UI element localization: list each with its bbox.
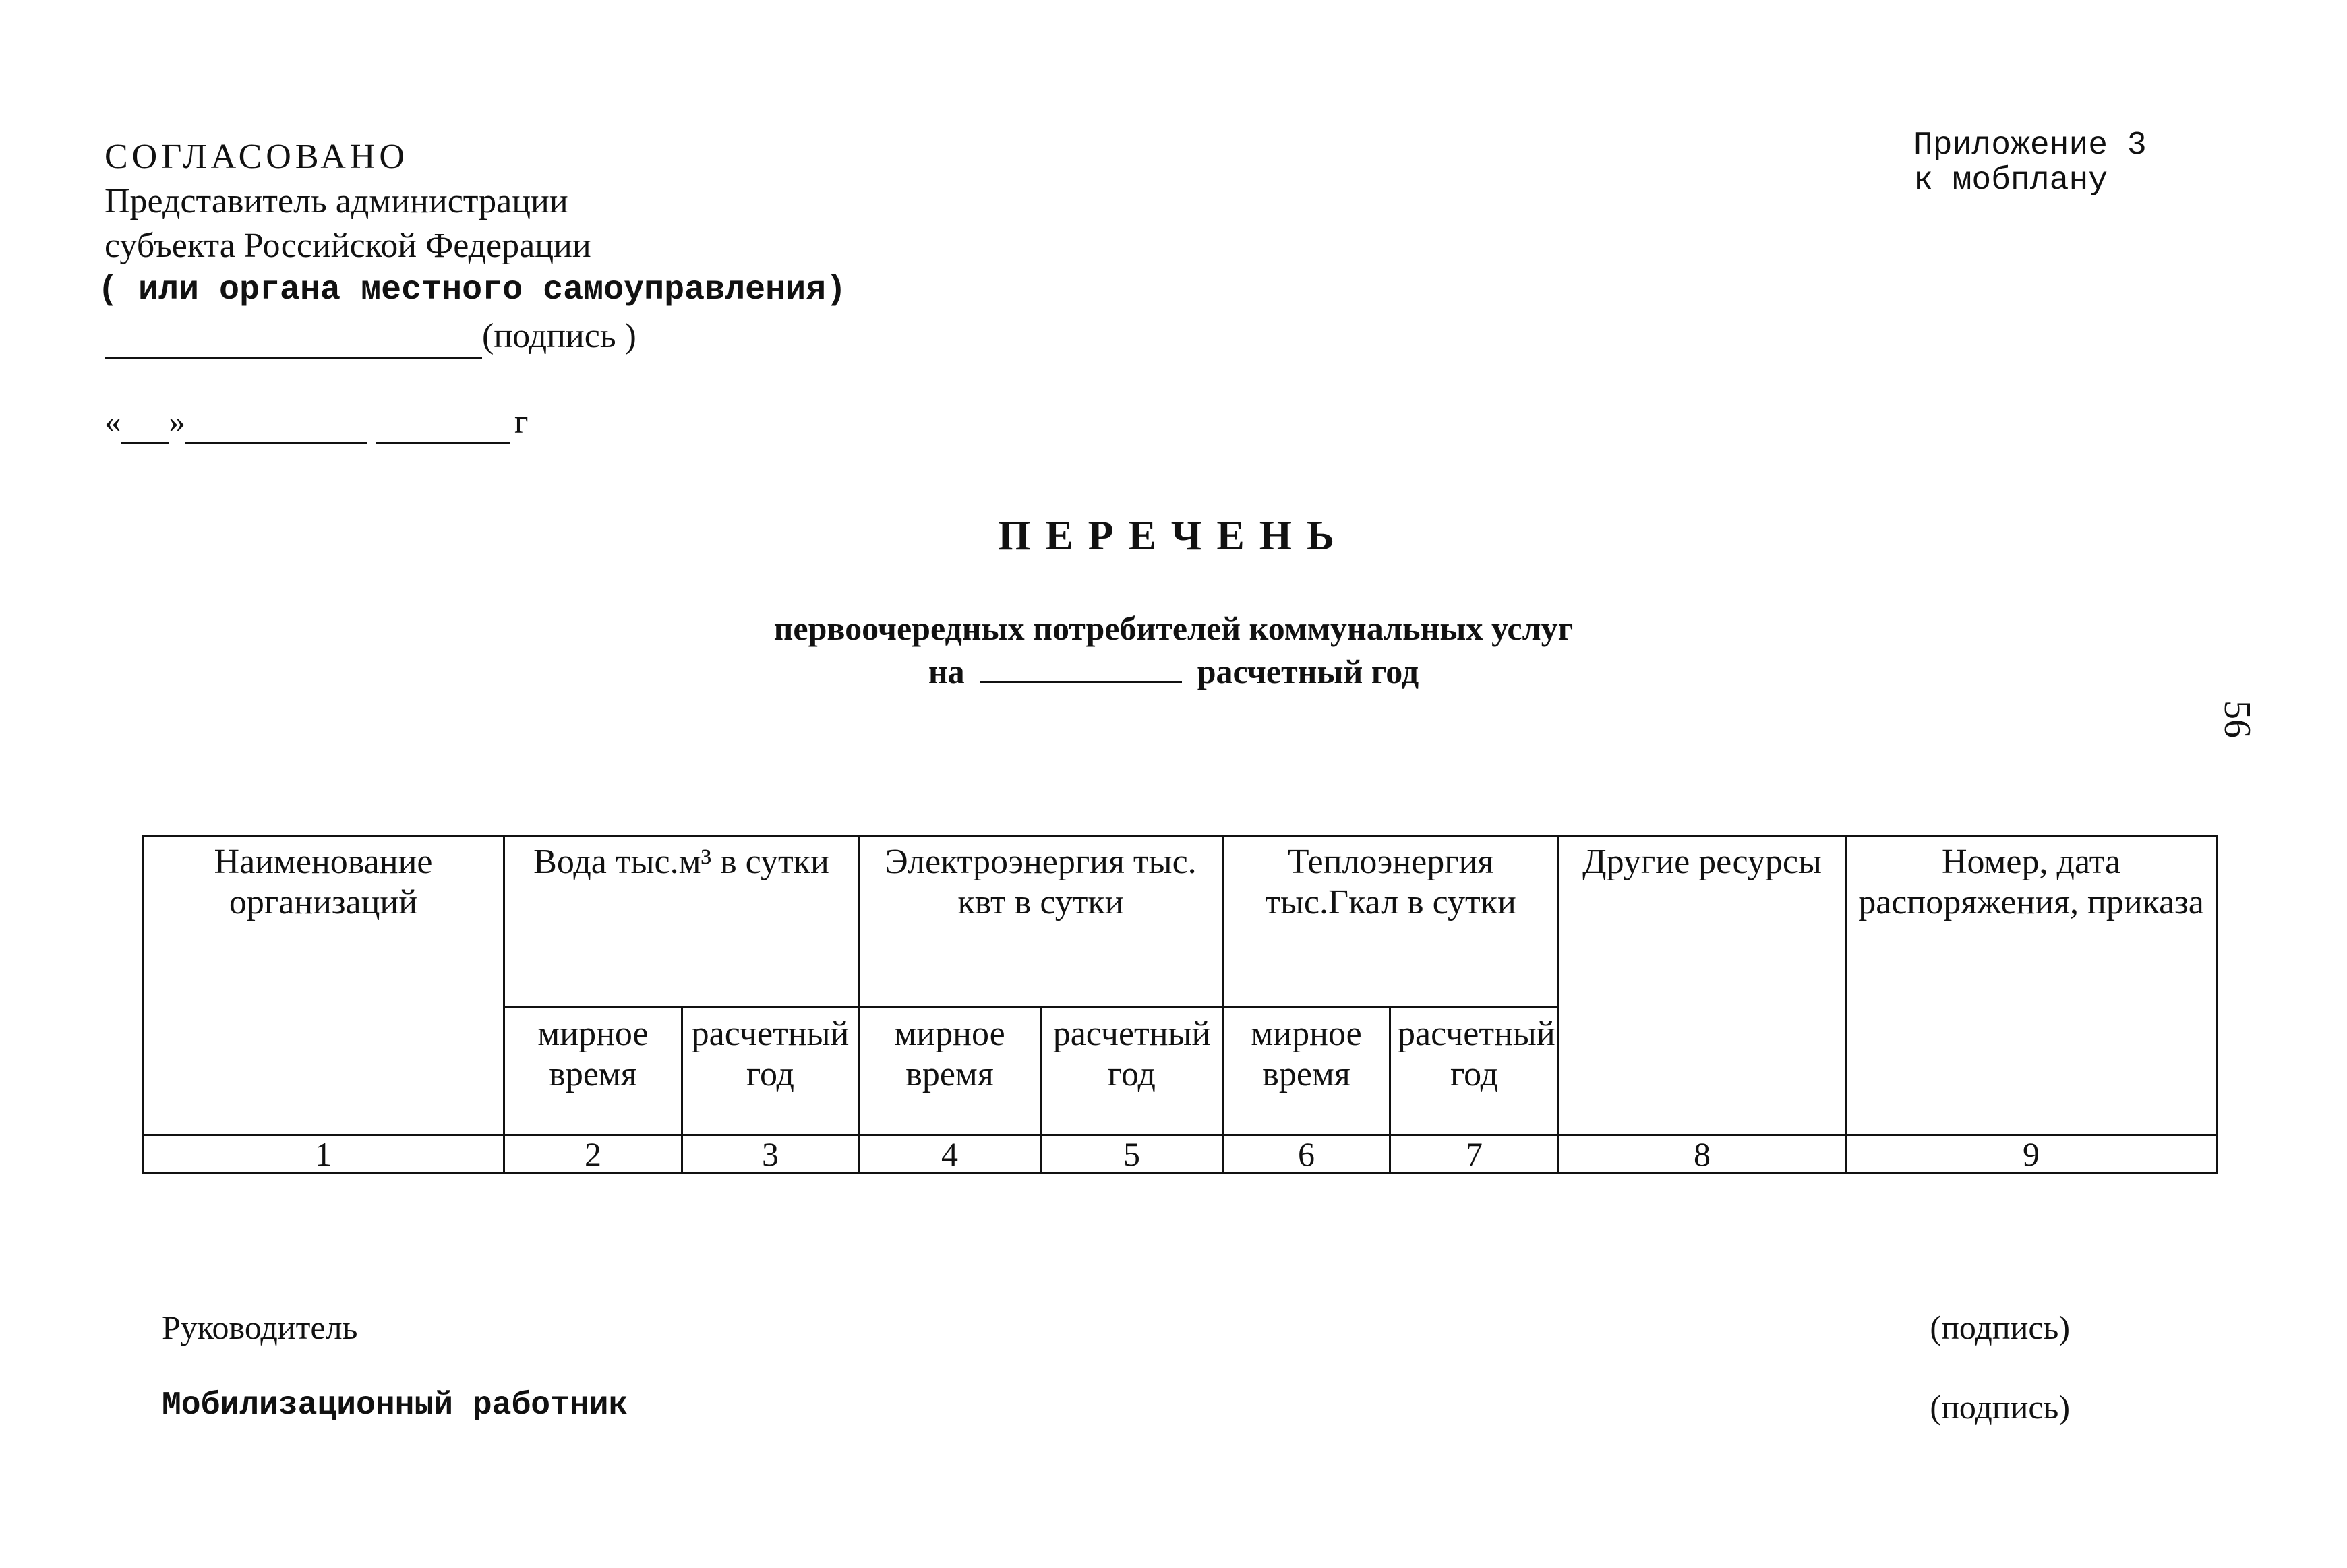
signature-blank[interactable] bbox=[105, 323, 482, 359]
header-organization: Наименование организаций bbox=[143, 836, 504, 1135]
column-number: 5 bbox=[1041, 1135, 1223, 1174]
subheader-water-calc: расчетный год bbox=[682, 1008, 859, 1135]
column-number: 8 bbox=[1559, 1135, 1846, 1174]
column-number: 4 bbox=[859, 1135, 1041, 1174]
column-number-row bbox=[143, 1135, 2217, 1174]
signature-label: (подпись ) bbox=[482, 317, 636, 355]
subtitle-suffix: расчетный год bbox=[1197, 653, 1419, 690]
header-electricity: Электроэнергия тыс. квт в сутки bbox=[859, 836, 1223, 1008]
date-open-quote: « bbox=[105, 402, 121, 440]
subheader-water-peace: мирное время bbox=[504, 1008, 682, 1135]
header-water: Вода тыс.м³ в сутки bbox=[504, 836, 859, 1008]
page-number: 56 bbox=[2216, 700, 2258, 738]
column-number: 1 bbox=[143, 1135, 504, 1174]
date-close-quote: » bbox=[169, 402, 185, 440]
approval-heading: СОГЛАСОВАНО bbox=[105, 138, 409, 176]
head-label: Руководитель bbox=[162, 1308, 358, 1346]
consumers-table bbox=[142, 835, 2218, 1174]
appendix-line-1: Приложение 3 bbox=[1913, 127, 2147, 164]
header-heat: Теплоэнергия тыс.Гкал в сутки bbox=[1223, 836, 1559, 1008]
appendix-line-2: к мобплану bbox=[1913, 162, 2108, 199]
month-blank[interactable] bbox=[185, 415, 367, 444]
approval-signature-row bbox=[105, 314, 846, 359]
subheader-electric-peace: мирное время bbox=[859, 1008, 1041, 1135]
approval-line-1: Представитель администрации bbox=[105, 182, 568, 220]
header-row bbox=[143, 836, 2217, 1008]
subheader-heat-calc: расчетный год bbox=[1390, 1008, 1559, 1135]
document-title: ПЕРЕЧЕНЬ bbox=[998, 513, 1349, 559]
year-blank-field[interactable] bbox=[980, 681, 1182, 683]
document-subtitle bbox=[0, 607, 2347, 693]
subtitle-prefix: на bbox=[928, 653, 965, 690]
year-blank[interactable] bbox=[376, 415, 510, 444]
subheader-electric-calc: расчетный год bbox=[1041, 1008, 1223, 1135]
day-blank[interactable] bbox=[121, 415, 169, 444]
column-number: 9 bbox=[1846, 1135, 2217, 1174]
year-suffix: г bbox=[514, 402, 529, 440]
subheader-heat-peace: мирное время bbox=[1223, 1008, 1390, 1135]
mobilization-worker-label: Мобилизационный работник bbox=[162, 1387, 628, 1424]
column-number: 7 bbox=[1390, 1135, 1559, 1174]
head-signature-label: (подпись) bbox=[1930, 1308, 2070, 1346]
approval-line-2: субъекта Российской Федерации bbox=[105, 227, 591, 265]
appendix-label bbox=[1913, 128, 2147, 198]
column-number: 6 bbox=[1223, 1135, 1390, 1174]
header-other-resources: Другие ресурсы bbox=[1559, 836, 1846, 1135]
approval-block bbox=[98, 135, 847, 444]
mobilization-signature-label: (подпись) bbox=[1930, 1388, 2070, 1426]
subtitle-line-2 bbox=[0, 650, 2347, 693]
approval-line-3: ( или органа местного самоуправления) bbox=[98, 271, 847, 309]
signatures-footer bbox=[162, 1308, 2070, 1467]
head-signature-row bbox=[162, 1308, 2070, 1347]
header-order-number: Номер, дата распоряжения, приказа bbox=[1846, 836, 2217, 1135]
column-number: 2 bbox=[504, 1135, 682, 1174]
column-number: 3 bbox=[682, 1135, 859, 1174]
subtitle-line-1: первоочередных потребителей коммунальных услуг bbox=[773, 609, 1574, 647]
date-row bbox=[105, 399, 846, 444]
mobilization-signature-row bbox=[162, 1387, 2070, 1426]
